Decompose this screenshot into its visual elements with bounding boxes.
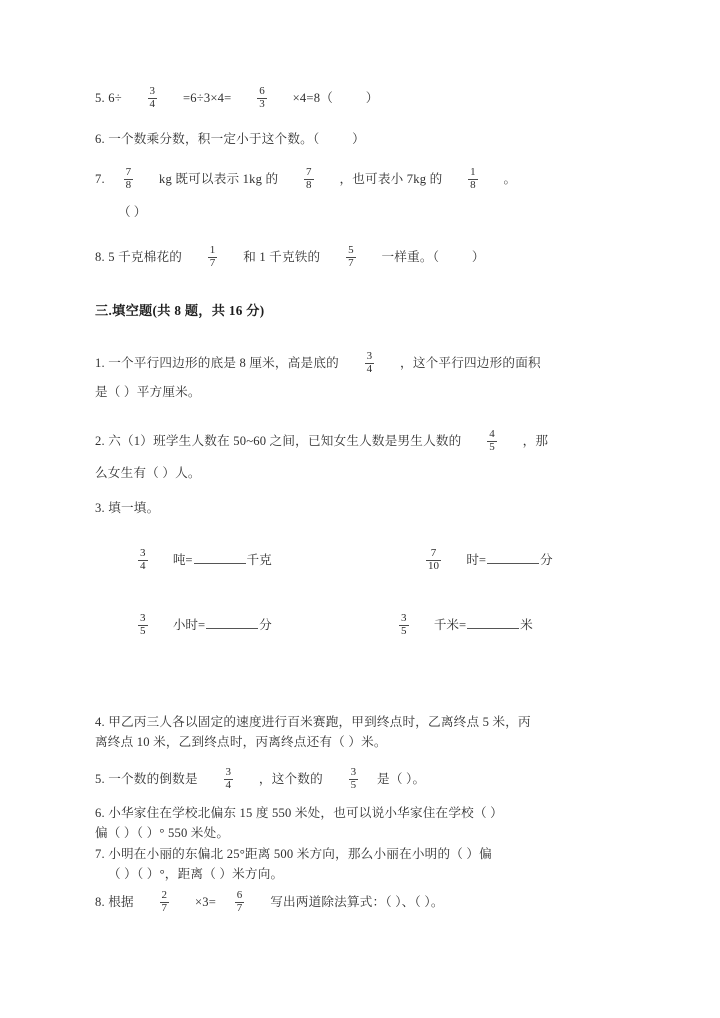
item-text-1: 六（1）班学生人数在 50~60 之间，已知女生人数是男生人数的 — [108, 433, 462, 448]
fraction-3-4: $\frac{3}{4}$ — [140, 546, 146, 573]
item-text-post: ×4=8（ — [292, 90, 334, 105]
item-text: 甲乙丙三人各以固定的速度进行百米赛跑，甲到终点时，乙离终点 5 米，丙 — [108, 715, 531, 729]
fill-item-2-line2: 么女生有（ ）人。 — [95, 466, 201, 480]
fill-item-3-row-1 — [135, 548, 553, 574]
fill-item-7-line1 — [95, 846, 492, 863]
conversion-cell-hour-min — [135, 613, 272, 639]
conversion-cell-hour — [423, 548, 553, 574]
item-text: 小明在小丽的东偏北 25°距离 500 米方向，那么小丽在小明的（ ）偏 — [108, 847, 492, 861]
judgement-item-6 — [95, 131, 365, 148]
item-text-3: 一样重。（ — [381, 249, 440, 264]
item-text-1: kg 既可以表示 1kg 的 — [159, 171, 279, 186]
fraction-3-4: $\frac{3}{4}$ — [225, 765, 232, 792]
answer-blank[interactable] — [467, 617, 519, 629]
judgement-item-8 — [95, 245, 485, 271]
item-number: 5. — [95, 771, 105, 786]
answer-paren-close: ） — [471, 249, 485, 264]
item-number: 7. — [95, 171, 105, 186]
fill-item-8 — [95, 890, 444, 916]
item-text-1: 5 千克棉花的 — [108, 249, 183, 264]
fill-item-3-row-2 — [135, 613, 533, 639]
item-text-2: ，也可表小 7kg 的 — [339, 171, 443, 186]
item-text-pre: 6÷ — [108, 90, 122, 105]
fraction-4-5: $\frac{4}{5}$ — [489, 427, 495, 454]
fill-item-5 — [95, 767, 425, 793]
conversion-cell-ton — [135, 548, 272, 574]
fill-item-4-line2: 离终点 10 米，乙到终点时，丙离终点还有（ ）米。 — [95, 735, 387, 749]
unit-from: 千米= — [433, 617, 467, 632]
fraction-3-5: $\frac{3}{5}$ — [350, 765, 357, 792]
item-number: 6. — [95, 806, 105, 820]
unit-from: 时= — [466, 552, 487, 567]
item-text-3: 是（ ）。 — [377, 771, 426, 786]
unit-to: 千克 — [246, 552, 272, 567]
section-heading-fill-in-blanks: 三.填空题(共 8 题，共 16 分) — [95, 303, 265, 318]
fraction-3-4: $\frac{3}{4}$ — [149, 84, 156, 111]
item-number: 5. — [95, 90, 105, 105]
item-number: 8. — [95, 249, 105, 264]
judgement-item-7-answer — [118, 204, 146, 221]
answer-paren: （ ） — [118, 205, 147, 219]
item-text-2: ，这个数的 — [258, 771, 323, 786]
fill-item-7-line2: （ ）（ ）°，距离（ ）米方向。 — [108, 867, 284, 881]
fraction-7-8-a: $\frac{7}{8}$ — [125, 165, 132, 192]
item-text-1: 一个数的倒数是 — [108, 771, 198, 786]
item-text-2: ，这个平行四边形的面积 — [400, 355, 541, 370]
fill-item-1-line1 — [95, 351, 541, 377]
judgement-item-7 — [95, 167, 516, 193]
fill-item-2-line1 — [95, 429, 548, 455]
fill-item-4-line1 — [95, 714, 531, 731]
unit-from: 吨= — [172, 552, 193, 567]
fraction-5-7: $\frac{5}{7}$ — [348, 243, 354, 270]
item-text-mid: =6÷3×4= — [182, 90, 232, 105]
answer-paren-close: ） — [352, 132, 365, 146]
item-number: 4. — [95, 715, 105, 729]
item-text-3: 写出两道除法算式：（ ）、（ ）。 — [270, 894, 444, 909]
fraction-1-7: $\frac{1}{7}$ — [209, 243, 216, 270]
fraction-7-10: $\frac{7}{10}$ — [428, 546, 440, 573]
answer-blank[interactable] — [206, 617, 258, 629]
fill-item-3-prompt — [95, 500, 159, 517]
conversion-cell-km — [396, 613, 533, 639]
item-text: 一个数乘分数，积一定小于这个数。（ — [108, 132, 320, 146]
item-number: 6. — [95, 132, 105, 146]
fraction-1-8: $\frac{1}{8}$ — [470, 165, 476, 192]
fraction-6-3: $\frac{6}{3}$ — [259, 84, 265, 111]
judgement-item-5 — [95, 86, 379, 112]
item-text-2: ×3= — [194, 894, 217, 909]
item-number: 8. — [95, 894, 105, 909]
item-number: 2. — [95, 433, 105, 448]
item-text-1: 一个平行四边形的底是 8 厘米，高是底的 — [108, 355, 339, 370]
answer-blank[interactable] — [487, 552, 539, 564]
item-text-2: 和 1 千克铁的 — [243, 249, 321, 264]
unit-to: 米 — [520, 617, 533, 632]
answer-blank[interactable] — [194, 552, 246, 564]
answer-paren-close: ） — [365, 90, 379, 105]
item-text: 小华家住在学校北偏东 15 度 550 米处，也可以说小华家住在学校（ ） — [108, 806, 503, 820]
fraction-2-7: $\frac{2}{7}$ — [161, 888, 168, 915]
fraction-3-5-b: $\frac{3}{5}$ — [401, 611, 407, 638]
fill-item-1-line2: 是（ ）平方厘米。 — [95, 385, 201, 399]
fill-item-6-line1 — [95, 805, 503, 822]
fill-item-6-line2: 偏（ ）（ ）° 550 米处。 — [95, 826, 230, 840]
item-number: 3. — [95, 501, 105, 515]
unit-to: 分 — [259, 617, 272, 632]
item-text-1: 根据 — [108, 894, 134, 909]
item-text-2: ，那 — [522, 433, 549, 448]
unit-to: 分 — [540, 552, 553, 567]
fraction-3-5-a: $\frac{3}{5}$ — [140, 611, 146, 638]
item-number: 7. — [95, 847, 105, 861]
fraction-3-4: $\frac{3}{4}$ — [366, 349, 373, 376]
unit-from: 小时= — [172, 617, 206, 632]
fraction-6-7: $\frac{6}{7}$ — [236, 888, 243, 915]
item-number: 1. — [95, 355, 105, 370]
item-text: 填一填。 — [108, 501, 160, 515]
item-text-3: 。 — [503, 171, 517, 186]
fraction-7-8-b: $\frac{7}{8}$ — [306, 165, 312, 192]
